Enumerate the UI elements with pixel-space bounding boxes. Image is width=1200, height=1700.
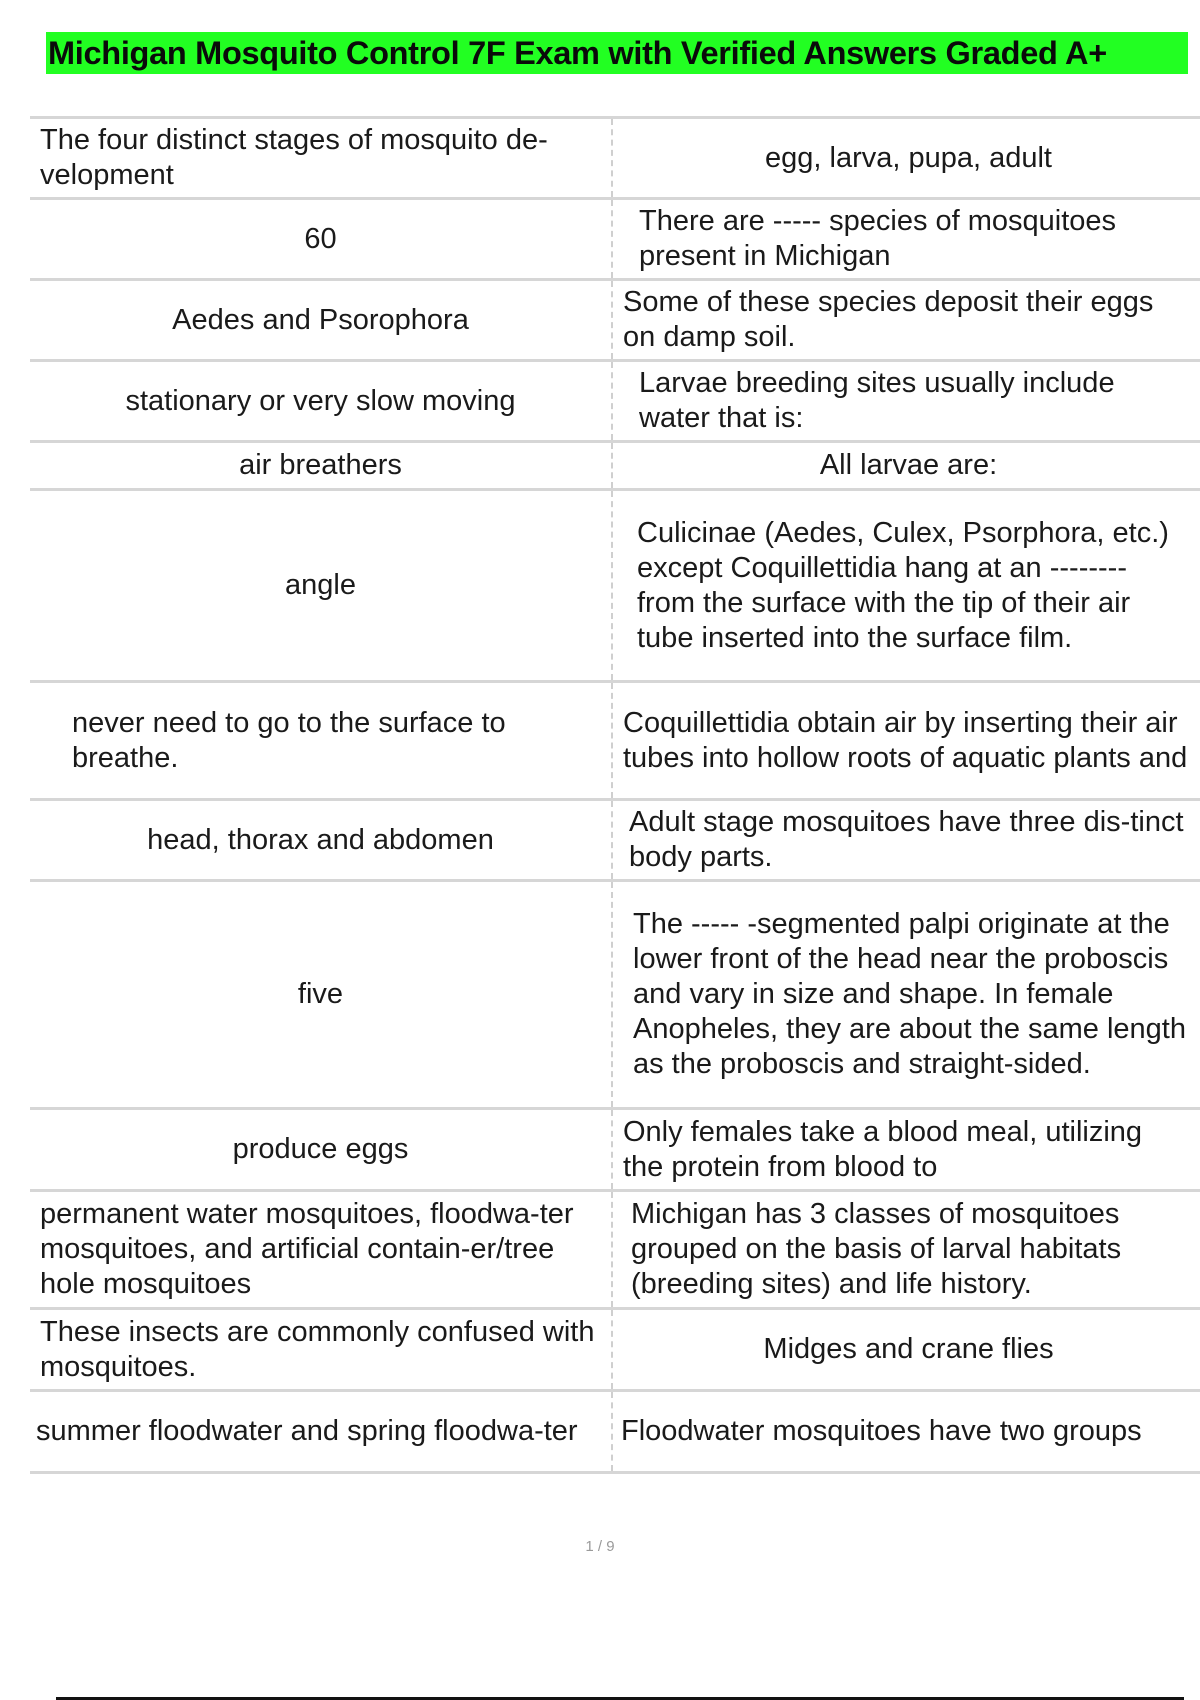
answer-cell: summer floodwater and spring floodwa-ter xyxy=(30,1391,612,1473)
question-cell: Some of these species deposit their eggs on damp soil. xyxy=(612,280,1200,361)
question-cell: Culicinae (Aedes, Culex, Psorphora, etc.) except Coquillettidia hang at an -------- from the surface with the tip of their air tube inserted into the surface film. xyxy=(612,490,1200,682)
answer-cell: Aedes and Psorophora xyxy=(30,280,612,361)
answer-cell: never need to go to the surface to breathe. xyxy=(30,682,612,800)
table-row xyxy=(30,118,1200,199)
answer-cell: air breathers xyxy=(30,442,612,490)
question-cell: Larvae breeding sites usually include water that is: xyxy=(612,361,1200,442)
answer-cell: angle xyxy=(30,490,612,682)
answer-cell: 60 xyxy=(30,199,612,280)
table-row xyxy=(30,442,1200,490)
question-cell: egg, larva, pupa, adult xyxy=(612,118,1200,199)
answer-cell: stationary or very slow moving xyxy=(30,361,612,442)
table-row xyxy=(30,881,1200,1109)
question-cell: All larvae are: xyxy=(612,442,1200,490)
table-row xyxy=(30,199,1200,280)
table-row xyxy=(30,361,1200,442)
table-row xyxy=(30,490,1200,682)
document-title: Michigan Mosquito Control 7F Exam with Verified Answers Graded A+ xyxy=(48,34,1107,71)
table-row xyxy=(30,1309,1200,1391)
table-row xyxy=(30,1109,1200,1191)
question-cell: The ----- -segmented palpi originate at the lower front of the head near the proboscis and vary in size and shape. In female Anopheles, they are about the same length as the proboscis and straight-sided. xyxy=(612,881,1200,1109)
table-row xyxy=(30,800,1200,881)
title-banner xyxy=(46,32,1188,74)
question-cell: Michigan has 3 classes of mosquitoes grouped on the basis of larval habitats (breeding sites) and life history. xyxy=(612,1191,1200,1309)
table-row xyxy=(30,1191,1200,1309)
answer-cell: The four distinct stages of mosquito de-velopment xyxy=(30,118,612,199)
answer-cell: permanent water mosquitoes, floodwa-ter mosquitoes, and artificial contain-er/tree hole mosquitoes xyxy=(30,1191,612,1309)
table-row xyxy=(30,682,1200,800)
table-row xyxy=(30,280,1200,361)
answer-cell: These insects are commonly confused with mosquitoes. xyxy=(30,1309,612,1391)
question-cell: Floodwater mosquitoes have two groups xyxy=(612,1391,1200,1473)
question-cell: Midges and crane flies xyxy=(612,1309,1200,1391)
page-indicator: 1 / 9 xyxy=(585,1538,615,1555)
answer-cell: five xyxy=(30,881,612,1109)
table-row xyxy=(30,1391,1200,1473)
question-cell: Coquillettidia obtain air by inserting their air tubes into hollow roots of aquatic plants and xyxy=(612,682,1200,800)
question-cell: Adult stage mosquitoes have three dis-tinct body parts. xyxy=(612,800,1200,881)
question-cell: There are ----- species of mosquitoes present in Michigan xyxy=(612,199,1200,280)
question-cell: Only females take a blood meal, utilizing the protein from blood to xyxy=(612,1109,1200,1191)
answer-cell: head, thorax and abdomen xyxy=(30,800,612,881)
answer-cell: produce eggs xyxy=(30,1109,612,1191)
qa-table xyxy=(30,116,1200,1474)
